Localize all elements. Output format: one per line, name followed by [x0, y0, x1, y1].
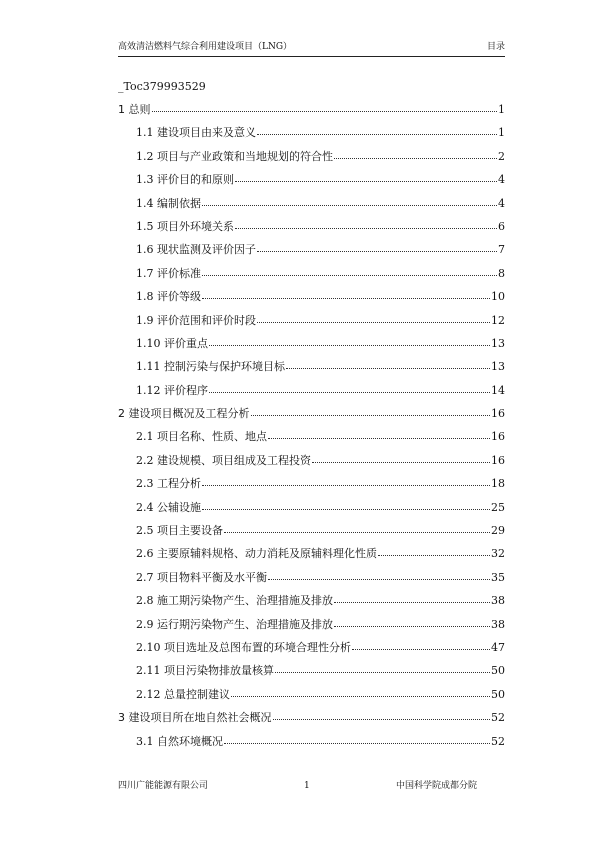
- toc-entry-page: 12: [491, 313, 505, 327]
- toc-entry[interactable]: [118, 449, 505, 472]
- toc-entry-title: 3.1 自然环境概况: [136, 734, 223, 748]
- toc-leader-dots: [235, 171, 497, 183]
- toc-leader-dots: [209, 382, 490, 394]
- page-header: [118, 40, 505, 57]
- toc-entry-page: 4: [498, 196, 505, 210]
- toc-leader-dots: [334, 616, 490, 628]
- toc-entry-title: 2.6 主要原辅料规格、动力消耗及原辅料理化性质: [136, 547, 377, 561]
- toc-entry[interactable]: [118, 472, 505, 495]
- toc-leader-dots: [268, 569, 490, 581]
- toc-entry[interactable]: [118, 730, 505, 753]
- toc-entry-page: 13: [491, 336, 505, 350]
- toc-entry-title: 2.11 项目污染物排放量核算: [136, 664, 274, 678]
- toc-entry-title: 2.9 运行期污染物产生、治理措施及排放: [136, 617, 333, 631]
- toc-entry-page: 6: [498, 219, 505, 233]
- toc-entry-page: 52: [491, 734, 505, 748]
- toc-entry-page: 16: [491, 430, 505, 444]
- toc-leader-dots: [202, 475, 490, 487]
- toc-entry[interactable]: [118, 309, 505, 332]
- toc-entry-page: 7: [498, 243, 505, 257]
- toc-entry-page: 50: [491, 664, 505, 678]
- toc-entry-page: 38: [491, 617, 505, 631]
- toc-leader-dots: [257, 241, 497, 253]
- toc-entry-title: 1.11 控制污染与保护环境目标: [136, 360, 285, 374]
- toc-leader-dots: [352, 639, 490, 651]
- toc-entry[interactable]: [118, 98, 505, 121]
- toc-entry-title: 1.2 项目与产业政策和当地规划的符合性: [136, 149, 333, 163]
- toc-leader-dots: [257, 312, 490, 324]
- toc-entry[interactable]: [118, 168, 505, 191]
- page-footer: [118, 779, 477, 793]
- toc-entry-page: 29: [491, 524, 505, 538]
- toc-entry-title: 2.1 项目名称、性质、地点: [136, 430, 267, 444]
- toc-entry-title: 2.3 工程分析: [136, 477, 201, 491]
- toc-entry[interactable]: [118, 145, 505, 168]
- toc-entry[interactable]: [118, 636, 505, 659]
- toc-entry[interactable]: [118, 215, 505, 238]
- toc-entry-title: 2 建设项目概况及工程分析: [118, 407, 250, 421]
- toc-entry-title: 1.10 评价重点: [136, 336, 208, 350]
- toc-entry-page: 14: [491, 383, 505, 397]
- toc-entry-page: 13: [491, 360, 505, 374]
- toc-leader-dots: [257, 124, 497, 136]
- toc-leader-dots: [273, 709, 491, 721]
- toc-leader-dots: [202, 499, 490, 511]
- footer-company: 四川广能能源有限公司: [118, 781, 209, 791]
- toc-entry[interactable]: [118, 542, 505, 565]
- footer-institute: 中国科学院成都分院: [395, 781, 477, 791]
- toc-entry-page: 16: [491, 453, 505, 467]
- toc-entry[interactable]: [118, 355, 505, 378]
- toc-entry[interactable]: [118, 706, 505, 729]
- toc-entry-title: 2.2 建设规模、项目组成及工程投资: [136, 453, 311, 467]
- table-of-contents: [118, 98, 505, 753]
- toc-entry-title: 2.12 总量控制建议: [136, 687, 230, 701]
- toc-leader-dots: [202, 288, 490, 300]
- toc-entry-page: 32: [491, 547, 505, 561]
- toc-entry[interactable]: [118, 379, 505, 402]
- toc-entry[interactable]: [118, 402, 505, 425]
- toc-leader-dots: [268, 428, 490, 440]
- toc-anchor: _Toc379993529: [118, 80, 206, 93]
- toc-entry[interactable]: [118, 285, 505, 308]
- toc-entry-page: 18: [491, 477, 505, 491]
- toc-entry-page: 1: [498, 103, 505, 116]
- toc-leader-dots: [275, 662, 490, 674]
- toc-leader-dots: [334, 148, 497, 160]
- toc-entry-title: 1 总则: [118, 103, 151, 116]
- toc-entry-page: 38: [491, 594, 505, 608]
- header-title: 高效清洁燃料气综合利用建设项目（LNG）: [118, 42, 293, 52]
- toc-entry-title: 1.5 项目外环境关系: [136, 219, 234, 233]
- toc-entry[interactable]: [118, 192, 505, 215]
- toc-leader-dots: [202, 265, 497, 277]
- toc-entry-page: 1: [498, 126, 505, 140]
- toc-entry-page: 25: [491, 500, 505, 514]
- toc-entry[interactable]: [118, 566, 505, 589]
- toc-entry[interactable]: [118, 262, 505, 285]
- toc-entry-title: 1.9 评价范围和评价时段: [136, 313, 256, 327]
- header-section: 目录: [486, 42, 505, 52]
- toc-leader-dots: [224, 522, 490, 534]
- toc-entry-page: 50: [491, 687, 505, 701]
- toc-leader-dots: [286, 358, 490, 370]
- toc-leader-dots: [152, 101, 498, 113]
- toc-entry-page: 35: [491, 570, 505, 584]
- toc-leader-dots: [202, 195, 497, 207]
- toc-entry-title: 1.1 建设项目由来及意义: [136, 126, 256, 140]
- toc-leader-dots: [224, 733, 490, 745]
- toc-entry[interactable]: [118, 238, 505, 261]
- toc-entry[interactable]: [118, 496, 505, 519]
- toc-entry-title: 2.5 项目主要设备: [136, 524, 223, 538]
- toc-entry[interactable]: [118, 425, 505, 448]
- toc-entry-page: 52: [491, 711, 505, 725]
- toc-entry[interactable]: [118, 519, 505, 542]
- toc-leader-dots: [209, 335, 490, 347]
- footer-page-number: 1: [304, 781, 310, 791]
- toc-leader-dots: [334, 592, 490, 604]
- toc-entry-title: 2.4 公辅设施: [136, 500, 201, 514]
- toc-entry-title: 2.10 项目选址及总图布置的环境合理性分析: [136, 640, 351, 654]
- toc-entry[interactable]: [118, 683, 505, 706]
- toc-entry-page: 47: [491, 640, 505, 654]
- toc-entry[interactable]: [118, 121, 505, 144]
- toc-entry-title: 1.6 现状监测及评价因子: [136, 243, 256, 257]
- toc-entry-page: 4: [498, 173, 505, 187]
- toc-entry-title: 1.8 评价等级: [136, 290, 201, 304]
- toc-entry-page: 16: [491, 407, 505, 421]
- toc-entry[interactable]: [118, 589, 505, 612]
- toc-entry-title: 1.4 编制依据: [136, 196, 201, 210]
- toc-entry-title: 1.3 评价目的和原则: [136, 173, 234, 187]
- toc-entry-title: 1.12 评价程序: [136, 383, 208, 397]
- toc-leader-dots: [231, 686, 490, 698]
- toc-entry-title: 2.8 施工期污染物产生、治理措施及排放: [136, 594, 333, 608]
- toc-leader-dots: [378, 545, 490, 557]
- toc-entry-page: 8: [498, 266, 505, 280]
- toc-leader-dots: [312, 452, 490, 464]
- toc-entry-title: 1.7 评价标准: [136, 266, 201, 280]
- toc-leader-dots: [235, 218, 497, 230]
- toc-entry-page: 2: [498, 149, 505, 163]
- toc-entry-title: 3 建设项目所在地自然社会概况: [118, 711, 272, 725]
- toc-entry[interactable]: [118, 659, 505, 682]
- toc-entry[interactable]: [118, 613, 505, 636]
- toc-entry-page: 10: [491, 290, 505, 304]
- toc-leader-dots: [251, 405, 491, 417]
- toc-entry[interactable]: [118, 332, 505, 355]
- toc-entry-title: 2.7 项目物料平衡及水平衡: [136, 570, 267, 584]
